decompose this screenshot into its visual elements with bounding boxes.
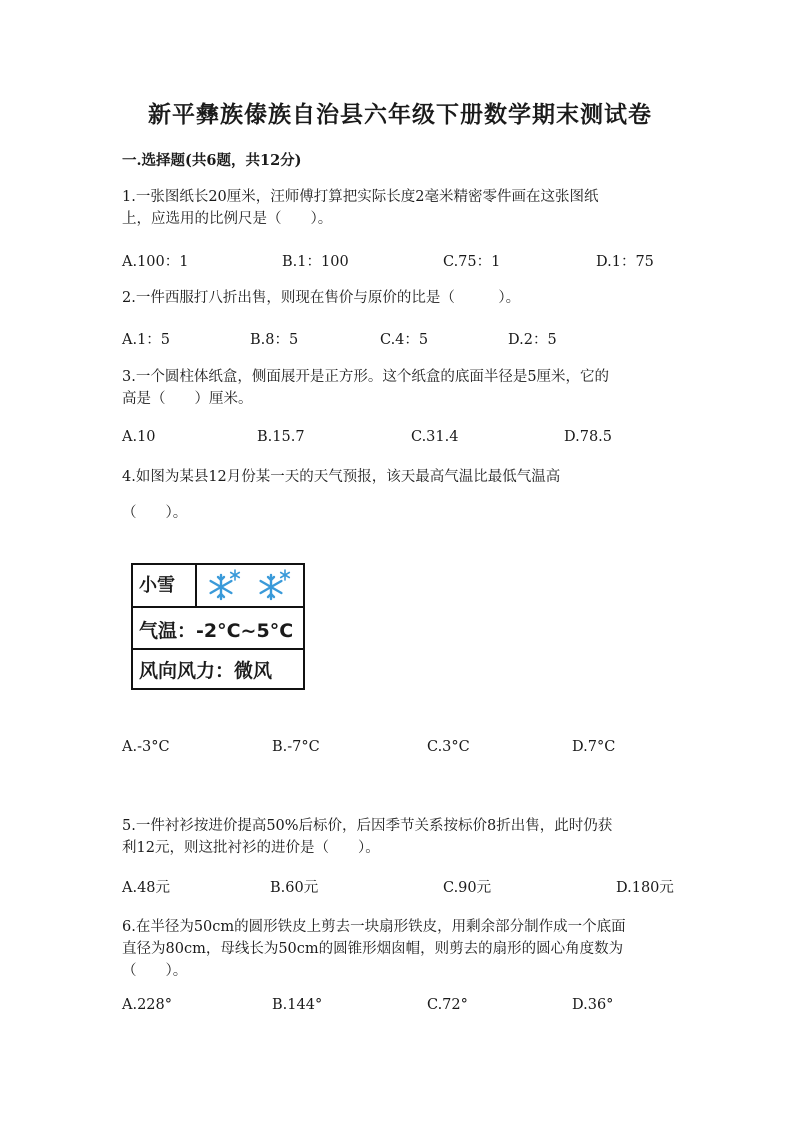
q6-option-a[interactable]: A.228°: [122, 997, 173, 1013]
question-2: [122, 287, 520, 309]
question-5-line-2: 利12元，则这批衬衫的进价是（ ）。: [122, 840, 380, 856]
question-5: [122, 815, 612, 859]
q3-option-a[interactable]: A.10: [122, 429, 156, 445]
question-1-line-1: 1.一张图纸长20厘米，汪师傅打算把实际长度2毫米精密零件画在这张图纸: [122, 189, 599, 205]
weather-row-snow: [133, 565, 303, 608]
question-1: [122, 186, 599, 230]
question-3-line-2: 高是（ ）厘米。: [122, 391, 253, 407]
page-title: 新平彝族傣族自治县六年级下册数学期末测试卷: [148, 101, 652, 128]
q5-option-a[interactable]: A.48元: [122, 880, 171, 896]
q1-option-a[interactable]: A.100：1: [122, 254, 189, 270]
snowflake-icons: [199, 565, 303, 606]
q4-option-b[interactable]: B.-7°C: [272, 739, 320, 755]
question-5-line-1: 5.一件衬衫按进价提高50%后标价，后因季节关系按标价8折出售，此时仍获: [122, 818, 613, 834]
question-4: [122, 466, 560, 524]
question-6-line-2: 直径为80cm，母线长为50cm的圆锥形烟囱帽，则剪去的扇形的圆心角度数为: [122, 941, 624, 957]
q2-option-b[interactable]: B.8：5: [250, 332, 299, 348]
snowflake-icon: [199, 565, 303, 606]
question-6: [122, 916, 626, 982]
q2-option-d[interactable]: D.2：5: [508, 332, 557, 348]
q4-option-d[interactable]: D.7°C: [572, 739, 616, 755]
q6-option-c[interactable]: C.72°: [427, 997, 468, 1013]
q5-option-b[interactable]: B.60元: [270, 880, 319, 896]
q4-option-a[interactable]: A.-3°C: [122, 739, 170, 755]
weather-row-temperature: [133, 608, 303, 650]
question-1-line-2: 上，应选用的比例尺是（ ）。: [122, 211, 333, 227]
weather-wind: 风向风力：微风: [139, 660, 273, 682]
q6-option-b[interactable]: B.144°: [272, 997, 323, 1013]
q1-option-b[interactable]: B.1：100: [282, 254, 349, 270]
q3-option-b[interactable]: B.15.7: [257, 429, 305, 445]
q2-option-c[interactable]: C.4：5: [380, 332, 429, 348]
q2-option-a[interactable]: A.1：5: [122, 332, 171, 348]
weather-temperature: 气温：-2°C~5°C: [139, 620, 294, 642]
question-3-line-1: 3.一个圆柱体纸盒，侧面展开是正方形。这个纸盒的底面半径是5厘米，它的: [122, 369, 610, 385]
q5-option-d[interactable]: D.180元: [616, 880, 674, 896]
question-6-line-3: （ ）。: [122, 963, 188, 979]
q1-option-d[interactable]: D.1：75: [596, 254, 654, 270]
q3-option-d[interactable]: D.78.5: [564, 429, 613, 445]
q3-option-c[interactable]: C.31.4: [411, 429, 459, 445]
section-heading: 一.选择题(共6题，共12分): [122, 152, 302, 169]
weather-forecast-card: [131, 563, 305, 690]
question-2-line-1: 2.一件西服打八折出售，则现在售价与原价的比是（ ）。: [122, 290, 521, 306]
q4-option-c[interactable]: C.3°C: [427, 739, 470, 755]
q5-option-c[interactable]: C.90元: [443, 880, 492, 896]
q1-option-c[interactable]: C.75：1: [443, 254, 501, 270]
question-3: [122, 366, 609, 410]
q6-option-d[interactable]: D.36°: [572, 997, 614, 1013]
question-6-line-1: 6.在半径为50cm的圆形铁皮上剪去一块扇形铁皮，用剩余部分制作成一个底面: [122, 919, 626, 935]
weather-label-snow: 小雪: [133, 565, 197, 606]
question-4-line-2: （ ）。: [122, 505, 188, 521]
question-4-line-1: 4.如图为某县12月份某一天的天气预报，该天最高气温比最低气温高: [122, 469, 561, 485]
weather-row-wind: [133, 650, 303, 688]
